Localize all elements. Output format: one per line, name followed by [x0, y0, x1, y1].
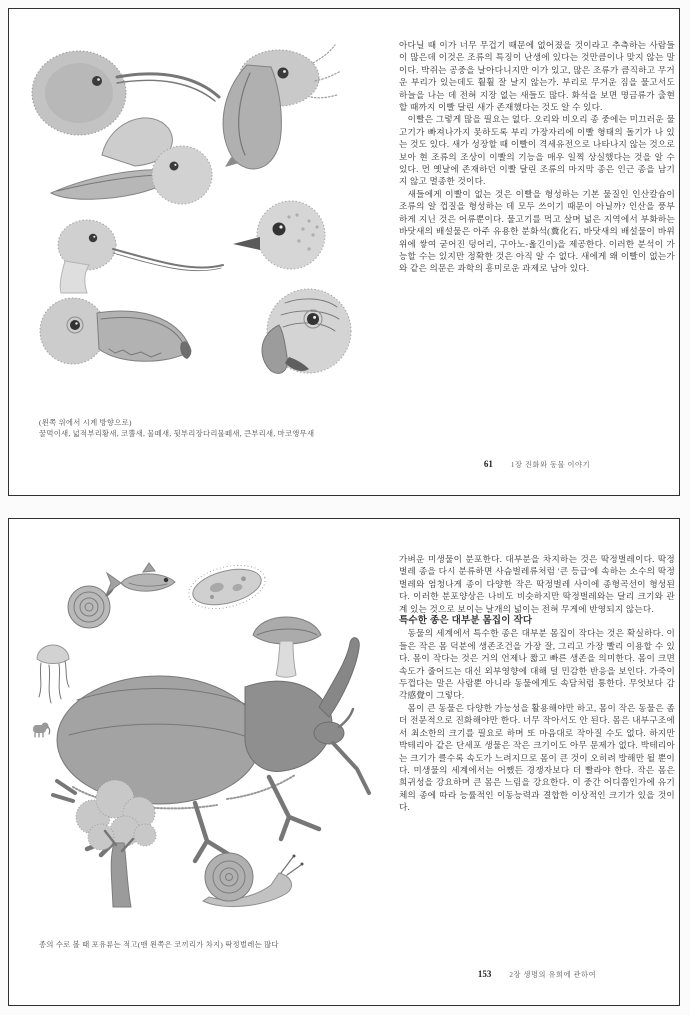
page1-caption [39, 417, 369, 439]
section-heading: 특수한 종은 대부분 몸집이 작다 [399, 615, 533, 627]
fish-illustration [107, 563, 175, 593]
paragraph: 가벼운 미생물이 분포한다. 대부분을 차지하는 것은 딱정벌레이다. 딱정벌레 종을 다시 분류하면 사슴벌레류처럼 '큰 등급'에 속하는 소수의 딱정벌레와 엄청나게 종이 다양한 작은 딱정벌레 사이에 종형곡선이 형성된다. 이러한 분포양상은 나비도 비슷하지만 딱정벌레와는 달리 크기와 관계 있는 것으로 보이는 날개의 넓이는 전혀 무게에 반영되지 않는다. [399, 554, 675, 614]
paramecium-illustration [184, 558, 269, 616]
book-page-153 [8, 518, 680, 1006]
caption-line: (왼쪽 위에서 시계 방향으로) [39, 418, 132, 427]
page1-text-column [399, 39, 675, 275]
page2-text-column [399, 553, 675, 814]
page2-footer [399, 969, 675, 980]
beetle-size-illustration [17, 555, 379, 955]
elephant-illustration [33, 723, 50, 738]
plover-head-illustration [233, 201, 325, 269]
caption-line: 종의 수로 볼 때 포유류는 적고(맨 왼쪽은 코끼리가 차지) 딱정벌레는 많다 [39, 940, 279, 949]
mushroom-illustration [253, 617, 321, 677]
chapter-title: 2장 생명의 유희에 관하여 [509, 971, 597, 979]
page1-footer [399, 459, 675, 470]
paragraph: 새들에게 이빨이 없는 것은 이빨을 형성하는 기본 물질인 인산칼슘이 조류의 알 껍질을 형성하는 데 모두 쓰이기 때문이 아닐까? 인산을 풍부하게 지닌 것은 어류뿐이다. 물고기를 먹고 살며 넓은 지역에서 부화하는 바닷새의 배설물은 아주 유용한 분화석(糞化石, 바닷새의 배설물이 바위 위에 쌓여 굳어진 덩어리, 구아노-옮긴이)을 제공한다. 이러한 분석이 가능할 수는 있지만 정확한 것은 아직 알 수 없다. 새에게 왜 이빨이 없는가와 같은 의문은 과학의 흥미로운 과제로 남아 있다. [399, 188, 675, 274]
bird-heads-illustration [17, 23, 379, 408]
macaw-head-illustration [262, 289, 351, 373]
page-number: 61 [483, 459, 493, 469]
shoebill-head-illustration [223, 45, 341, 169]
kiwi-head-illustration [32, 51, 219, 135]
paragraph: 몸이 큰 동물은 다양한 가능성을 활용해야만 하고, 몸이 작은 동물은 좀 더 전문적으로 진화해야만 한다. 너무 작아서도 안 된다. 몸은 내부구조에서 최소한의 크기를 필요로 하며 또 마음대로 작아질 수도 없다. 하지만 박테리아 같은 단세포 생물은 작은 크기이도 아무 문제가 없다. 박테리아는 크기가 클수록 속도가 느려지므로 몸이 큰 것이 오히려 방해만 될 뿐이다. 미생물의 세계에서는 어쨌든 경쟁자보다 더 빨라야 한다. 작은 몸은 희귀성을 강요하며 큰 몸은 느림을 강요한다. 이 중간 어디쯤인가에 유기체의 종에 따라 능률적인 이동능력과 결합한 이상적인 크기가 있을 것이다. [399, 702, 675, 813]
page-number: 153 [477, 969, 492, 979]
paragraph: 아다닐 때 이가 너무 무겁기 때문에 없어졌을 것이라고 추측하는 사람들이 많은데 이것은 조류의 특징이 난생에 있다는 것만큼이나 맞지 않는 말이다. 박쥐는 공중을 날아다니지만 이가 있고, 많은 조류가 큼직하고 무거운 부리가 있는데도 훨훨 잘 날지 않는가. 부리로 무거운 짐을 물고서도 하늘을 나는 데 전혀 지장 없는 새들도 많다. 화석을 보면 명금류가 출현할 때까지 이빨 달린 새가 존재했다는 것도 알 수 있다. [399, 40, 675, 113]
millipede-illustration [68, 585, 113, 628]
avocet-head-illustration [58, 220, 223, 293]
paragraph: 동물의 세계에서 특수한 종은 대부분 몸집이 작다는 것은 확실하다. 이들은 작은 몸 덕분에 생존조건을 가장 잘, 그리고 가장 빨리 이용할 수 있다. 몸이 작다는 것은 거의 언제나 짧고 빠른 생존을 의미한다. 몸이 크면 속도가 줄어드는 대신 외부영향에 대해 덜 민감한 반응을 보인다. 가죽이 두껍다는 말은 사람뿐 아니라 동물에게도 속담처럼 통한다. 무엇보다 감각感覺이 그렇다. [399, 628, 675, 701]
book-page-61 [8, 8, 680, 496]
paragraph: 이빨은 그렇게 많을 필요는 없다. 오리와 비오리 종 중에는 미끄러운 물고기가 빠져나가지 못하도록 부리 가장자리에 이빨 형태의 돌기가 나 있는 것도 있다. 새가 성장할 때 이빨이 격세유전으로 나타나지 않는 것으로 보아 현 조류의 조상이 이빨의 기능을 매우 일찍 상실했다는 것을 알 수 있다. 먼 옛날에 존재하던 이빨 달린 조류의 마지막 종은 인근 종을 남기지 않고 멸종한 것이다. [399, 114, 675, 187]
toucan-head-illustration [40, 298, 191, 364]
caption-line: 꿀먹이새, 넓적부리황새, 코뿔새, 물떼새, 뒷부리장다리물떼새, 큰부리새, 마코앵무새 [39, 429, 315, 438]
page2-caption [39, 939, 399, 950]
chapter-title: 1장 진화와 동물 이야기 [510, 461, 591, 469]
jellyfish-illustration [37, 645, 69, 703]
tree-illustration [76, 780, 156, 907]
snail-illustration [203, 853, 304, 907]
